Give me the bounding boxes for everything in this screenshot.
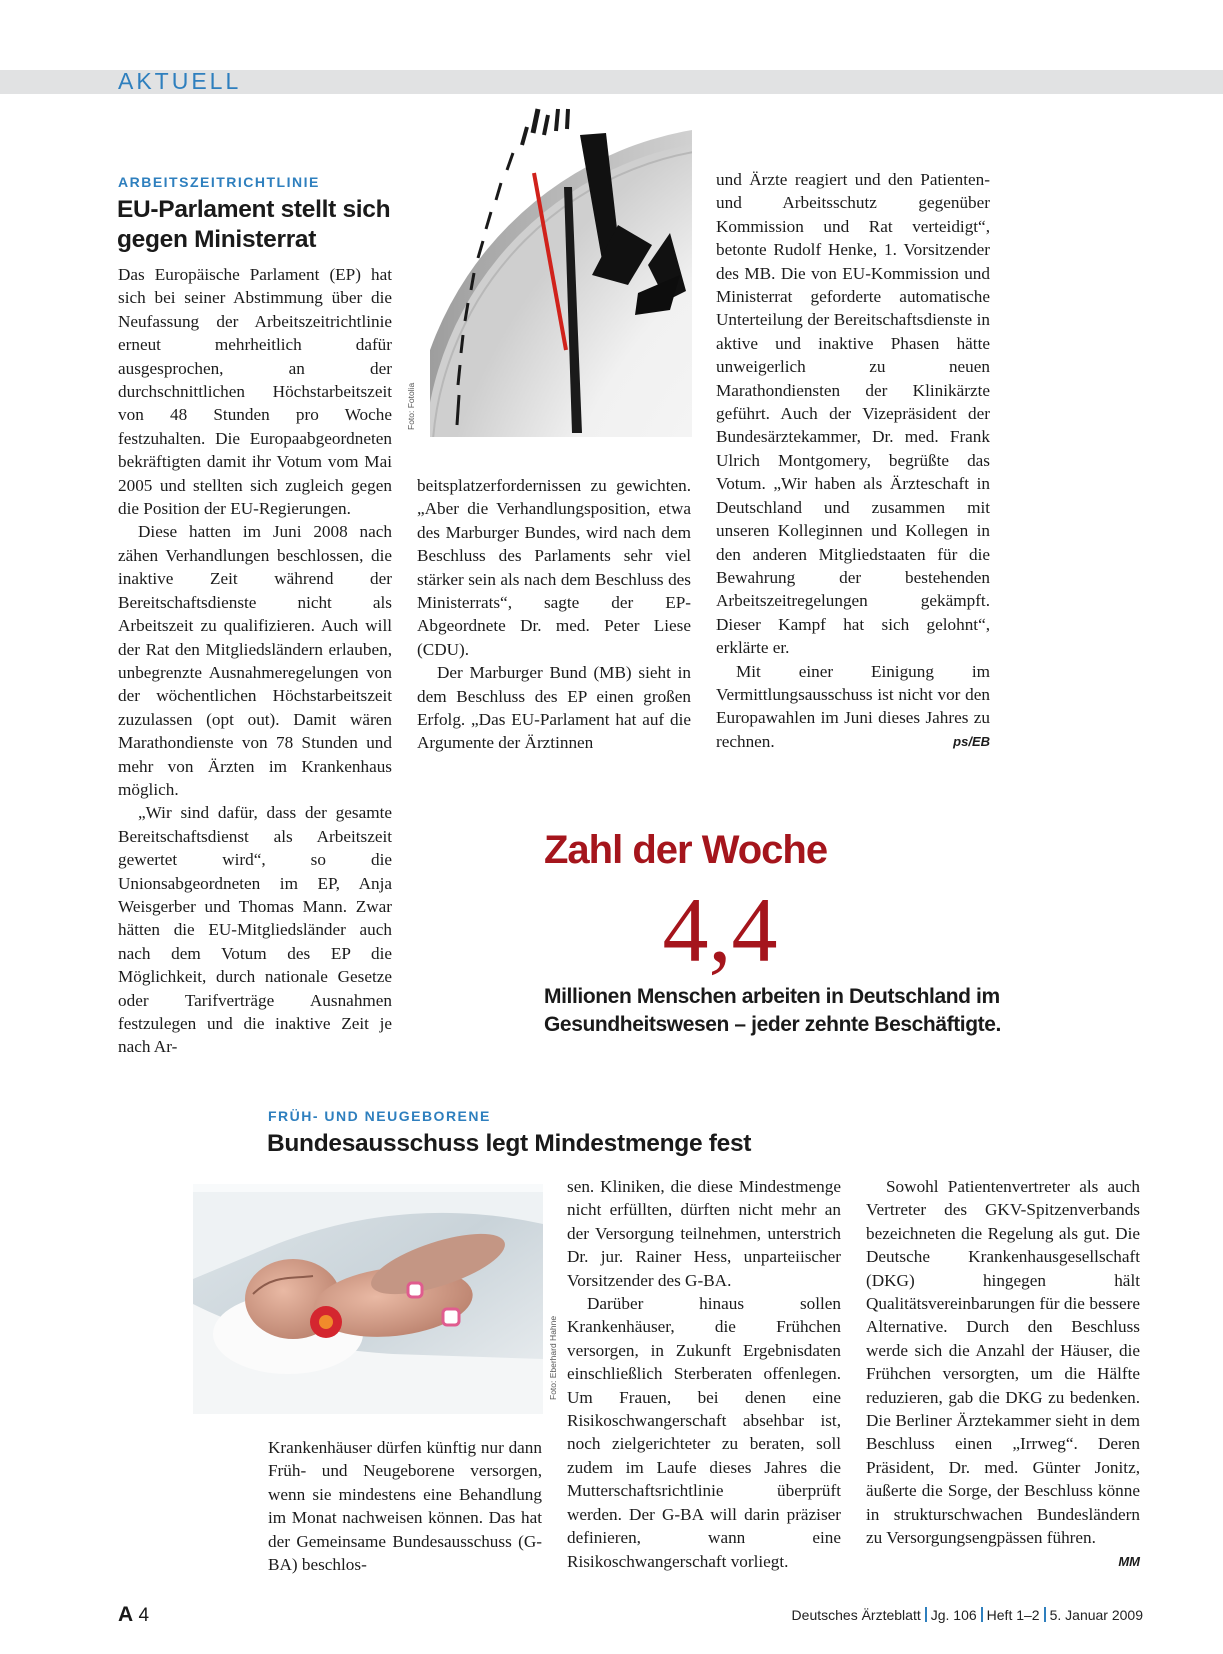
page-letter: A (118, 1603, 134, 1626)
article1-column-2 (417, 474, 691, 755)
newborn-illustration (193, 1184, 543, 1414)
paragraph: und Ärzte reagiert und den Patienten- und Arbeitsschutz gegenüber Kommission und Rat verteidigt“, betonte Rudolf Henke, 1. Vorsitzender des MB. Die von EU-Kommission und Ministerrat geforderte automatische Unterteilung der Bereitschaftsdienste in aktive und inaktive Phasen hätte unweigerlich zu neuen Marathondiensten der Klinikärzte geführt. Auch der Vizepräsident der Bundesärztekammer, Dr. med. Frank Ulrich Montgomery, begrüßte das Votum. „Wir haben als Ärzteschaft in Deutschland und zusammen mit unseren Kolleginnen und Kollegen in den anderen Mitgliedstaaten für die Bewahrung der bestehenden Arbeitszeitregelungen gekämpft. Dieser Kampf hat sich gelohnt“, erklärte er. (716, 170, 990, 658)
journal-name: Deutsches Ärzteblatt (791, 1607, 921, 1623)
clock-photo (430, 95, 692, 437)
journal-issue: Heft 1–2 (986, 1607, 1040, 1623)
paragraph: beitsplatzerfordernissen zu gewichten. „Aber die Verhandlungsposition, etwa des Marburger Bundes, wird nach dem Beschluss des Parlaments sehr viel stärker sein als nach dem Beschluss des Ministerrats“, sagte der EP-Abgeordnete Dr. med. Peter Liese (CDU). (417, 476, 691, 659)
journal-volume: Jg. 106 (930, 1607, 977, 1623)
article2-column-2 (567, 1175, 841, 1573)
paragraph: Krankenhäuser dürfen künftig nur dann Früh- und Neugeborene versorgen, wenn sie mindestens eine Behandlung im Monat nachweisen können. Das hat der Gemeinsame Bundesausschuss (G-BA) beschlos- (268, 1438, 542, 1575)
paragraph-text: Mit einer Einigung im Vermittlungsausschuss ist nicht vor den Europawahlen im Juni dieses Jahres zu rechnen. (716, 661, 990, 751)
article1-kicker: ARBEITSZEITRICHTLINIE (118, 174, 320, 190)
paragraph: sen. Kliniken, die diese Mindestmenge nicht erfüllten, dürften nicht mehr an der Versorgung teilnehmen, unterstrich Dr. jur. Rainer Hess, unparteiischer Vorsitzender des G-BA. (567, 1177, 841, 1290)
caption-line: Gesundheitswesen – jeder zehnte Beschäftigte. (544, 1013, 1001, 1036)
journal-info (792, 1606, 1143, 1624)
paragraph: Der Marburger Bund (MB) sieht in dem Beschluss des EP einen großen Erfolg. „Das EU-Parlament hat auf die Argumente der Ärztinnen (417, 663, 691, 753)
paragraph: „Wir sind dafür, dass der gesamte Bereitschaftsdienst als Arbeitszeit gewertet wird“, so die Unionsabgeordneten im EP, Anja Weisgerber und Thomas Mann. Zwar hätten die EU-Mitgliedsländer auch nach dem Votum des EP die Möglichkeit, durch nationale Gesetze oder Tarifverträge Ausnahmen festzulegen und die inaktive Zeit je nach Ar- (118, 803, 392, 1057)
photo-credit: Foto: Eberhard Hahne (548, 1315, 558, 1400)
article2-headline: Bundesausschuss legt Mindestmenge fest (267, 1130, 752, 1157)
article1-column-3 (716, 168, 990, 753)
clock-illustration (430, 95, 692, 437)
article1-headline-line: EU-Parlament stellt sich (117, 196, 391, 223)
paragraph: Diese hatten im Juni 2008 nach zähen Verhandlungen beschlossen, die inaktive Zeit während der Bereitschaftsdienste nicht als Arbeitszeit zu qualifizieren. Auch will der Rat den Mitgliedsländern erlauben, unbegrenzte Ausnahmeregelungen von der wöchentlichen Höchstarbeitszeit zuzulassen (opt out). Damit wären Marathondienste von 78 Stunden und mehr von Ärzten im Krankenhaus möglich. (118, 522, 392, 799)
separator (981, 1607, 983, 1622)
article1-headline-line: gegen Ministerrat (117, 226, 317, 253)
paragraph (866, 1175, 1140, 1569)
page-number (118, 1604, 149, 1627)
separator (925, 1607, 927, 1622)
newborn-photo (193, 1184, 543, 1414)
zahl-der-woche-caption (544, 983, 1004, 1039)
caption-line: Millionen Menschen arbeiten in Deutschland im (544, 985, 1000, 1008)
journal-date: 5. Januar 2009 (1049, 1607, 1143, 1623)
article2-kicker: FRÜH- UND NEUGEBORENE (268, 1108, 491, 1124)
paragraph: Das Europäische Parlament (EP) hat sich bei seiner Abstimmung über die Neufassung der Arbeitszeitrichtlinie erneut mehrheitlich dafür ausgesprochen, an der durchschnittlichen Höchstarbeitszeit von 48 Stunden pro Woche festzuhalten. Die Europaabgeordneten bekräftigten damit ihr Votum vom Mai 2005 und stellten sich zugleich gegen die Position der EU-Regierungen. (118, 265, 392, 519)
zahl-der-woche-title: Zahl der Woche (544, 828, 828, 872)
paragraph: Darüber hinaus sollen Krankenhäuser, die Frühchen versorgen, in Zukunft Ergebnisdaten einschließlich Sterberaten offenlegen. Um Frauen, bei denen eine Risikoschwangerschaft absehbar ist, noch zielgerichteter zu beraten, soll zudem im Laufe dieses Jahres die Mutterschaftsrichtlinie überprüft werden. Der G-BA will darin präziser definieren, wann eine Risikoschwangerschaft vorliegt. (567, 1294, 841, 1571)
author-signature: MM (1118, 1553, 1140, 1569)
page-number-value: 4 (138, 1605, 150, 1626)
photo-credit: Foto: Fotolia (406, 382, 416, 430)
section-label: AKTUELL (118, 68, 242, 94)
article1-headline (117, 195, 390, 255)
article1-column-1 (118, 263, 392, 1059)
paragraph-text: Sowohl Patientenvertreter als auch Vertreter des GKV-Spitzenverbands bezeichneten die Regelung als gut. Die Deutsche Krankenhausgesellschaft (DKG) hingegen hält Qualitätsvereinbarungen für die bessere Alternative. Durch den Beschluss werde sich die Anzahl der Häuser, die Frühchen versorgten, um die Hälfte reduzieren, gab die DKG zu bedenken. Die Berliner Ärztekammer sieht in dem Beschluss einen „Irrweg“. Deren Präsident, Dr. med. Günter Jonitz, äußerte die Sorge, der Beschluss könne in strukturschwachen Bundesländern zu Versorgungsengpässen führen. (866, 1177, 1140, 1548)
separator (1044, 1607, 1046, 1622)
author-signature: ps/EB (953, 733, 990, 749)
article2-column-1 (268, 1436, 542, 1576)
zahl-der-woche-number: 4,4 (662, 879, 778, 981)
article2-column-3 (866, 1175, 1140, 1573)
paragraph (716, 660, 990, 754)
